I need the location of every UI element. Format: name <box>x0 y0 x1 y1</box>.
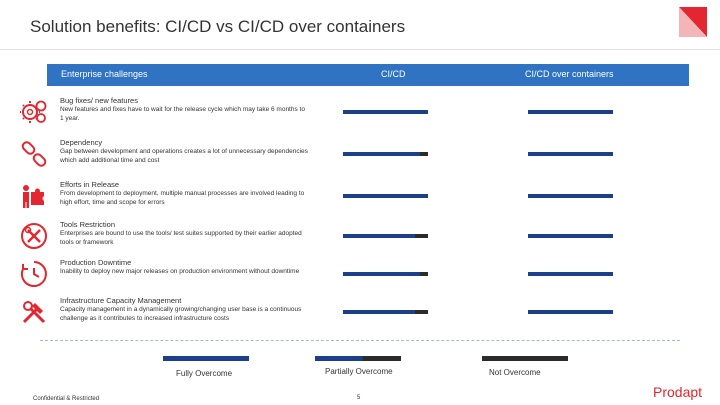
containers-bar <box>528 272 613 276</box>
table-row <box>0 138 720 174</box>
wrench-hammer-icon <box>20 298 48 326</box>
title-divider <box>0 49 720 50</box>
containers-bar <box>528 310 613 314</box>
cicd-bar <box>343 110 428 114</box>
header-cicd-containers: CI/CD over containers <box>525 69 614 79</box>
gears-icon <box>20 98 48 126</box>
confidential-label: Confidential & Restricted <box>33 396 100 402</box>
header-enterprise-challenges: Enterprise challenges <box>61 69 148 79</box>
containers-bar <box>528 152 613 156</box>
legend-divider <box>40 340 680 341</box>
cicd-bar <box>343 310 428 314</box>
table-row <box>0 96 720 132</box>
challenge-description: Enterprises are bound to use the tools/ test suites supported by their earlier adopted tools or framework <box>60 230 302 246</box>
table-row <box>0 296 720 332</box>
containers-bar <box>528 110 613 114</box>
challenge-heading: Bug fixes/ new features <box>60 96 138 105</box>
challenge-heading: Dependency <box>60 138 103 147</box>
legend-partially-overcome: Partially Overcome <box>325 367 393 376</box>
containers-bar <box>528 194 613 198</box>
chain-link-icon <box>20 140 48 168</box>
cicd-bar <box>343 234 428 238</box>
challenge-heading: Production Downtime <box>60 258 132 267</box>
tools-circle-icon <box>20 222 48 250</box>
legend-bar-partially <box>315 356 401 361</box>
containers-bar <box>528 234 613 238</box>
cicd-bar <box>343 194 428 198</box>
table-header <box>47 64 689 86</box>
challenge-description: Capacity management in a dynamically growing/changing user base is a continuous challenge as it contributes to increased infrastructure costs <box>60 306 302 322</box>
challenge-description: Inability to deploy new major releases on production environment without downtime <box>60 268 300 275</box>
challenge-heading: Infrastructure Capacity Management <box>60 296 182 305</box>
legend-bar-fully <box>163 356 249 361</box>
challenge-description: Gap between development and operations creates a lot of unnecessary dependencies which add additional time and cost <box>60 148 308 164</box>
brand-logo: Prodapt <box>653 384 703 400</box>
challenge-description: From development to deployment, multiple manual processes are involved leading to high effort, time and scope for errors <box>60 190 305 206</box>
table-row <box>0 180 720 216</box>
challenge-heading: Efforts in Release <box>60 180 120 189</box>
cicd-bar <box>343 272 428 276</box>
challenge-heading: Tools Restriction <box>60 220 116 229</box>
corner-fold-icon <box>679 7 707 37</box>
legend-not-overcome: Not Overcome <box>489 368 541 377</box>
puzzle-people-icon <box>20 182 48 210</box>
legend-fully-overcome: Fully Overcome <box>176 369 233 378</box>
challenge-description: New features and fixes have to wait for the release cycle which may take 6 months to 1 year. <box>60 106 305 122</box>
table-row <box>0 258 720 294</box>
table-row <box>0 220 720 256</box>
clock-icon <box>20 260 48 288</box>
header-cicd: CI/CD <box>381 69 406 79</box>
slide-title: Solution benefits: CI/CD vs CI/CD over containers <box>30 17 406 36</box>
legend-bar-not <box>482 356 568 361</box>
cicd-bar <box>343 152 428 156</box>
page-number: 5 <box>357 395 361 401</box>
